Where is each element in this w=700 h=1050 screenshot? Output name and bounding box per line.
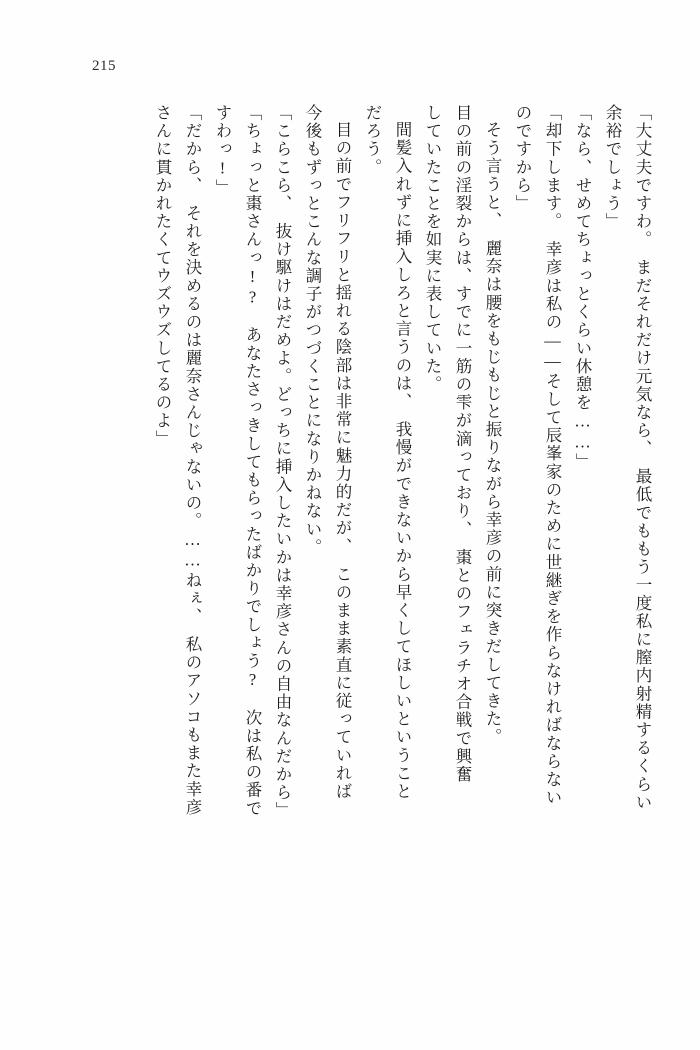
text-column: していたことを如実に表していた。 bbox=[423, 104, 442, 394]
page-number: 215 bbox=[92, 58, 116, 74]
text-column: 間髪入れずに挿入しろと言うのは、 我慢ができないから早くしてほしいということ bbox=[393, 121, 412, 801]
text-column: だろう。 bbox=[363, 104, 382, 177]
text-column: 「却下します。 幸彦は私の――そして辰峯家のために世継ぎを作らなければならない bbox=[543, 104, 562, 807]
novel-body-text bbox=[56, 104, 650, 1004]
text-column: 「なら、せめてちょっとくらい休憩を……」 bbox=[573, 104, 592, 471]
text-column: 「大丈夫ですわ。 まだそれだけ元気なら、 最低でももう一度私に膣内射精するくらい bbox=[633, 104, 652, 812]
text-column: 「こらこら、 抜け駆けはだめよ。どっちに挿入したいかは幸彦さんの自由なんだから」 bbox=[273, 104, 292, 820]
text-column: すわっ!」 bbox=[213, 104, 232, 197]
text-column: のですから」 bbox=[513, 104, 532, 213]
text-column: そう言うと、 麗奈は腰をもじもじと振りながら幸彦の前に突きだしてきた。 bbox=[483, 121, 502, 747]
text-column: 目の前の淫裂からは、すでに一筋の雫が滴っており、 棗とのフェラチオ合戦で興奮 bbox=[453, 104, 472, 784]
text-column: 「ちょっと棗さんっ!? あなたさっきしてもらったばかりでしょう? 次は私の番で bbox=[243, 104, 262, 818]
text-column: 目の前でフリフリと揺れる陰部は非常に魅力的だが、 このまま素直に従っていれば bbox=[333, 121, 352, 801]
text-column: 余裕でしょう」 bbox=[603, 104, 622, 231]
text-column: さんに貫かれたくてウズウズしてるのよ」 bbox=[153, 104, 172, 448]
text-column: 今後もずっとこんな調子がつづくことになりかねない。 bbox=[303, 104, 322, 557]
text-column: 「だから、 それを決めるのは麗奈さんじゃないの。……ねぇ、 私のアソコもまた幸彦 bbox=[183, 104, 202, 817]
